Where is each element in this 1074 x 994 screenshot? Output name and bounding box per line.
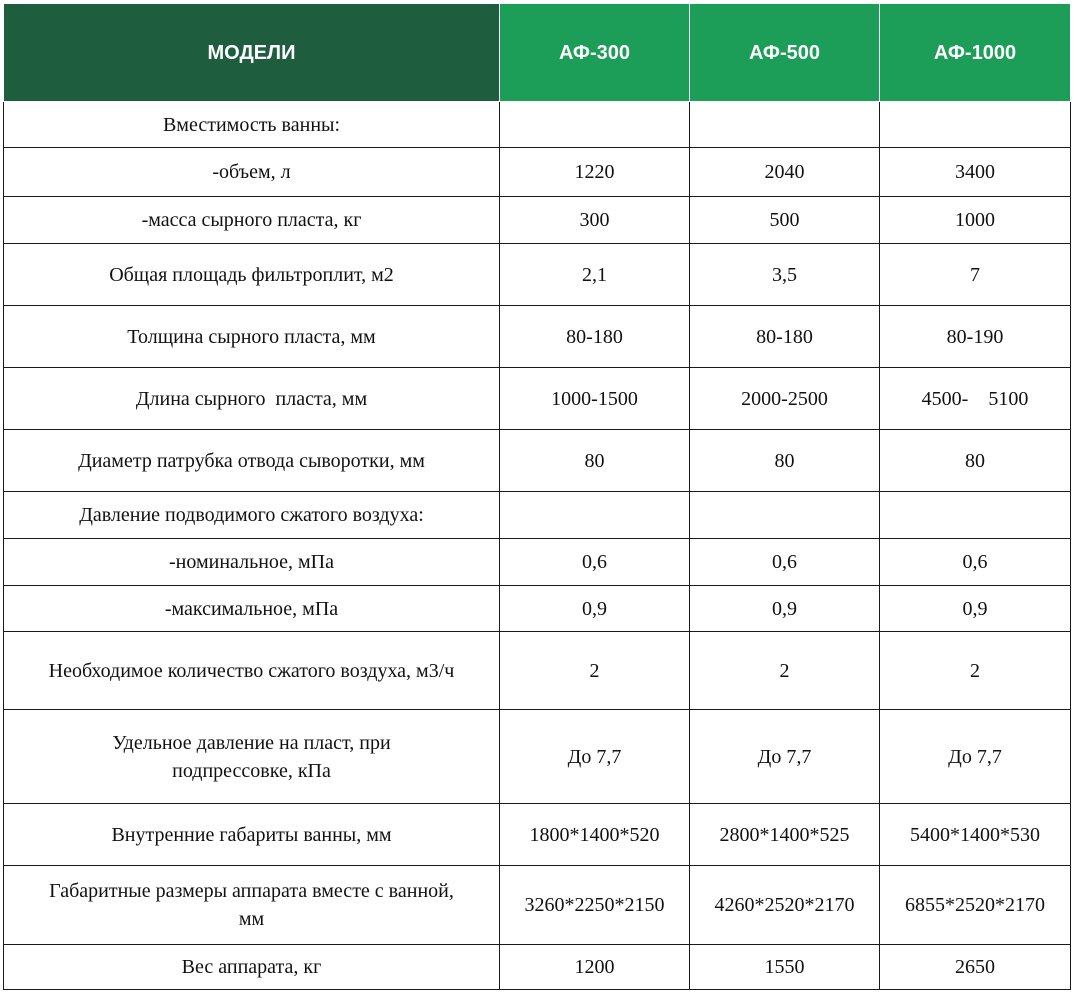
cell-value: 7 <box>880 244 1071 306</box>
row-label: Давление подводимого сжатого воздуха: <box>4 492 500 539</box>
row-label: -максимальное, мПа <box>4 586 500 632</box>
cell-value: 1000-1500 <box>500 368 690 430</box>
cell-value: 3,5 <box>690 244 880 306</box>
cell-value: До 7,7 <box>880 710 1071 804</box>
table-row <box>4 306 1071 368</box>
cell-value: 80 <box>690 430 880 492</box>
cell-value: 4260*2520*2170 <box>690 866 880 945</box>
cell-value: 2040 <box>690 148 880 197</box>
row-label: Диаметр патрубка отвода сыворотки, мм <box>4 430 500 492</box>
row-label: -масса сырного пласта, кг <box>4 197 500 244</box>
cell-value: 80-190 <box>880 306 1071 368</box>
cell-value: 2 <box>690 632 880 710</box>
cell-value: 2 <box>500 632 690 710</box>
models-header: МОДЕЛИ <box>4 4 500 102</box>
cell-value <box>880 492 1071 539</box>
cell-value: 1200 <box>500 945 690 990</box>
row-label: Необходимое количество сжатого воздуха, м3/ч <box>4 632 500 710</box>
table-row <box>4 244 1071 306</box>
row-label: Вес аппарата, кг <box>4 945 500 990</box>
cell-value: 0,9 <box>500 586 690 632</box>
table-row <box>4 586 1071 632</box>
header-row <box>4 4 1071 102</box>
table-row <box>4 632 1071 710</box>
cell-value: 500 <box>690 197 880 244</box>
cell-value: 1550 <box>690 945 880 990</box>
cell-value: 0,6 <box>500 539 690 586</box>
table-row <box>4 197 1071 244</box>
row-label: -номинальное, мПа <box>4 539 500 586</box>
row-label: Общая площадь фильтроплит, м2 <box>4 244 500 306</box>
cell-value: 2 <box>880 632 1071 710</box>
row-label: Габаритные размеры аппарата вместе с ванной, мм <box>4 866 500 945</box>
row-label: Толщина сырного пласта, мм <box>4 306 500 368</box>
table-row <box>4 148 1071 197</box>
cell-value <box>690 492 880 539</box>
cell-value: 1220 <box>500 148 690 197</box>
row-label: Внутренние габариты ванны, мм <box>4 804 500 866</box>
row-label: -объем, л <box>4 148 500 197</box>
table-row <box>4 368 1071 430</box>
cell-value: 80 <box>880 430 1071 492</box>
cell-value: 0,9 <box>880 586 1071 632</box>
cell-value: 80 <box>500 430 690 492</box>
table-row <box>4 710 1071 804</box>
table-row <box>4 804 1071 866</box>
model-header-af500: АФ-500 <box>690 4 880 102</box>
table-row <box>4 539 1071 586</box>
cell-value <box>500 102 690 148</box>
table-row <box>4 102 1071 148</box>
cell-value: 80-180 <box>500 306 690 368</box>
cell-value: До 7,7 <box>500 710 690 804</box>
table-row <box>4 492 1071 539</box>
cell-value: 1000 <box>880 197 1071 244</box>
cell-value: 6855*2520*2170 <box>880 866 1071 945</box>
table-row <box>4 866 1071 945</box>
cell-value: 3400 <box>880 148 1071 197</box>
cell-value: 5400*1400*530 <box>880 804 1071 866</box>
cell-value <box>500 492 690 539</box>
model-header-af1000: АФ-1000 <box>880 4 1071 102</box>
cell-value: 2800*1400*525 <box>690 804 880 866</box>
cell-value: До 7,7 <box>690 710 880 804</box>
cell-value: 0,6 <box>880 539 1071 586</box>
row-label: Удельное давление на пласт, при подпрессовке, кПа <box>4 710 500 804</box>
cell-value <box>690 102 880 148</box>
cell-value: 0,6 <box>690 539 880 586</box>
cell-value: 2650 <box>880 945 1071 990</box>
cell-value: 2,1 <box>500 244 690 306</box>
row-label: Вместимость ванны: <box>4 102 500 148</box>
cell-value: 0,9 <box>690 586 880 632</box>
cell-value: 80-180 <box>690 306 880 368</box>
cell-value: 2000-2500 <box>690 368 880 430</box>
cell-value <box>880 102 1071 148</box>
row-label: Длина сырного пласта, мм <box>4 368 500 430</box>
cell-value: 300 <box>500 197 690 244</box>
cell-value: 3260*2250*2150 <box>500 866 690 945</box>
cell-value: 1800*1400*520 <box>500 804 690 866</box>
cell-value: 4500- 5100 <box>880 368 1071 430</box>
table-row <box>4 945 1071 990</box>
specifications-table <box>3 3 1071 990</box>
model-header-af300: АФ-300 <box>500 4 690 102</box>
table-row <box>4 430 1071 492</box>
